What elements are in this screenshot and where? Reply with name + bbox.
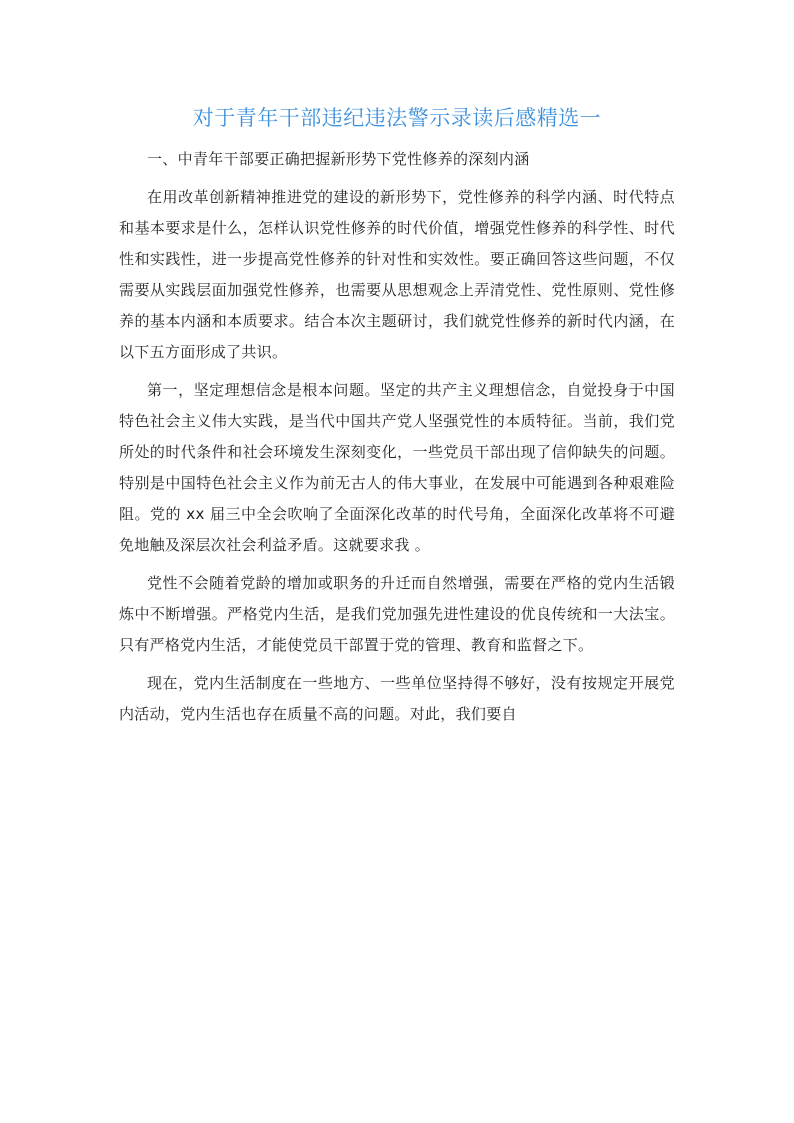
paragraph-4: 现在，党内生活制度在一些地方、一些单位坚持得不够好，没有按规定开展党内活动，党内生活也存在质量不高的问题。对此，我们要自 — [119, 674, 675, 723]
paragraph-3: 党性不会随着党龄的增加或职务的升迁而自然增强，需要在严格的党内生活锻炼中不断增强。严格党内生活，是我们党加强先进性建设的优良传统和一大法宝。只有严格党内生活，才能使党员干部置于党的管理、教育和监督之下。 — [119, 574, 675, 654]
document-page — [119, 100, 675, 737]
paragraph-2: 第一，坚定理想信念是根本问题。坚定的共产主义理想信念，自觉投身于中国特色社会主义伟大实践，是当代中国共产党人坚强党性的本质特征。当前，我们党所处的时代条件和社会环境发生深刻变化，一些党员干部出现了信仰缺失的问题。特别是中国特色社会主义作为前无古人的伟大事业，在发展中可能遇到各种艰难险阻。党的 xx 届三中全会吹响了全面深化改革的时代号角，全面深化改革将不可避免地触及深层次社会利益矛盾。这就要求我 。 — [119, 381, 675, 554]
document-title: 对于青年干部违纪违法警示录读后感精选一 — [192, 106, 602, 130]
section-heading: 一、中青年干部要正确把握新形势下党性修养的深刻内涵 — [147, 150, 530, 168]
paragraph-1: 在用改革创新精神推进党的建设的新形势下，党性修养的科学内涵、时代特点和基本要求是什么，怎样认识党性修养的时代价值，增强党性修养的科学性、时代性和实践性，进一步提高党性修养的针对性和实效性。要正确回答这些问题，不仅需要从实践层面加强党性修养，也需要从思想观念上弄清党性、党性原则、党性修养的基本内涵和本质要求。结合本次主题研讨，我们就党性修养的新时代内涵，在以下五方面形成了共识。 — [119, 188, 675, 361]
